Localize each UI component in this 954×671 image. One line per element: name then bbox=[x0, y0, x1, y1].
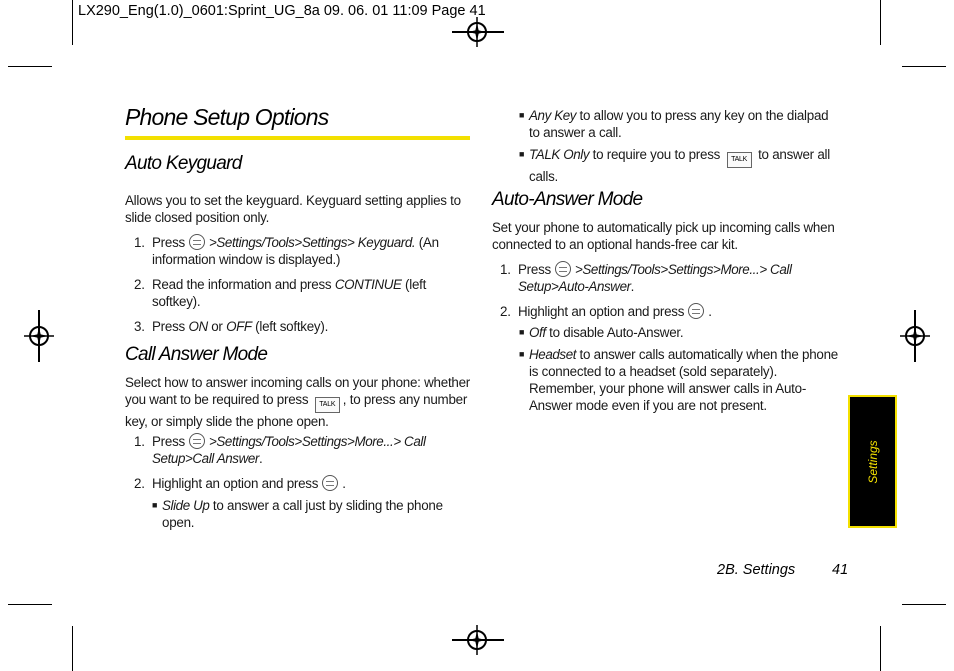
menu-ok-key-icon bbox=[322, 475, 338, 491]
bullet-text: to disable Auto-Answer. bbox=[545, 325, 684, 340]
menu-path: >Settings/Tools>Settings>More...> Call Setup>Auto-Answer bbox=[518, 262, 792, 294]
step-text: Press bbox=[518, 262, 551, 277]
auto-keyguard-intro: Allows you to set the keyguard. Keyguard setting applies to slide closed position only. bbox=[125, 193, 461, 225]
option-label: Headset bbox=[529, 347, 577, 362]
page-title: Phone Setup Options bbox=[125, 104, 329, 130]
step-text: (left softkey). bbox=[251, 319, 329, 334]
bullet-square-icon: ■ bbox=[519, 327, 525, 337]
bullet-talk-only bbox=[519, 146, 839, 185]
menu-path: >Settings/Tools>Settings>More...> Call Setup>Call Answer bbox=[152, 434, 426, 466]
crop-mark bbox=[8, 66, 52, 67]
registration-mark-icon bbox=[462, 17, 492, 47]
option-label: TALK Only bbox=[529, 147, 590, 162]
intro-text: , to press any number key, or simply slide the phone open. bbox=[125, 392, 468, 429]
call-answer-step-2 bbox=[134, 475, 471, 492]
step-number: 1. bbox=[134, 434, 145, 449]
registration-mark-icon bbox=[900, 321, 930, 351]
crop-mark bbox=[880, 0, 881, 45]
step-text: . bbox=[258, 451, 263, 466]
auto-answer-step-1 bbox=[500, 261, 840, 295]
step-number: 1. bbox=[500, 262, 511, 277]
bullet-headset bbox=[519, 346, 839, 414]
crop-mark bbox=[8, 604, 52, 605]
menu-path: >Settings/Tools>Settings> Keyguard. bbox=[208, 235, 416, 250]
step-number: 2. bbox=[500, 304, 511, 319]
bullet-off bbox=[519, 324, 839, 341]
menu-ok-key-icon bbox=[555, 261, 571, 277]
crop-mark bbox=[72, 0, 73, 45]
menu-ok-key-icon bbox=[688, 303, 704, 319]
bullet-square-icon: ■ bbox=[519, 149, 525, 159]
crop-mark bbox=[902, 66, 946, 67]
call-answer-intro bbox=[125, 374, 471, 430]
intro-text: Select how to answer incoming calls on your phone: whether you want to be required to press bbox=[125, 375, 471, 407]
talk-key-icon: TALK bbox=[727, 152, 752, 168]
option-label: Slide Up bbox=[162, 498, 210, 513]
bullet-text: to answer a call just by sliding the phone open. bbox=[162, 498, 443, 530]
crop-mark bbox=[902, 604, 946, 605]
bullet-slide-up bbox=[152, 497, 470, 531]
keyguard-step-3 bbox=[134, 318, 471, 335]
keyguard-step-1 bbox=[134, 234, 471, 268]
step-text: (An information window is displayed.) bbox=[152, 235, 439, 267]
step-text: . bbox=[708, 304, 712, 319]
auto-answer-intro: Set your phone to automatically pick up incoming calls when connected to an optional hands-free car kit. bbox=[492, 220, 835, 252]
talk-key-icon: TALK bbox=[315, 397, 340, 413]
title-underline bbox=[125, 136, 470, 140]
auto-answer-step-2 bbox=[500, 303, 840, 320]
step-text: . bbox=[630, 279, 635, 294]
step-text: Highlight an option and press bbox=[152, 476, 319, 491]
crop-mark bbox=[72, 626, 73, 671]
softkey-label: CONTINUE bbox=[334, 277, 402, 292]
step-text: Read the information and press bbox=[152, 277, 335, 292]
bullet-square-icon: ■ bbox=[152, 500, 158, 510]
bullet-square-icon: ■ bbox=[519, 349, 525, 359]
option-label: Off bbox=[529, 325, 546, 340]
step-text: Press bbox=[152, 235, 185, 250]
step-text: (left softkey). bbox=[152, 277, 427, 309]
bullet-text: to allow you to press any key on the dialpad to answer a call. bbox=[529, 108, 829, 140]
menu-ok-key-icon bbox=[189, 234, 205, 250]
option-off: OFF bbox=[226, 319, 252, 334]
bullet-text: to require you to press bbox=[589, 147, 721, 162]
bullet-square-icon: ■ bbox=[519, 110, 525, 120]
section-side-tab bbox=[848, 395, 897, 528]
option-label: Any Key bbox=[529, 108, 577, 123]
step-text: or bbox=[207, 319, 227, 334]
bullet-text: to answer calls automatically when the phone is connected to a headset (sold separately). Remember, your phone will answer calls in Auto-Answer mode even if you are not present. bbox=[529, 347, 839, 413]
auto-answer-heading: Auto-Answer Mode bbox=[492, 189, 643, 210]
auto-keyguard-heading: Auto Keyguard bbox=[125, 153, 242, 174]
step-text: . bbox=[342, 476, 346, 491]
menu-ok-key-icon bbox=[189, 433, 205, 449]
registration-mark-icon bbox=[462, 625, 492, 655]
step-number: 2. bbox=[134, 277, 145, 292]
step-number: 1. bbox=[134, 235, 145, 250]
registration-mark-icon bbox=[24, 321, 54, 351]
page-number: 41 bbox=[832, 562, 849, 578]
side-tab-label: Settings bbox=[865, 439, 880, 484]
print-header: LX290_Eng(1.0)_0601:Sprint_UG_8a 09. 06. 01 11:09 Page 41 bbox=[78, 3, 486, 19]
option-on: ON bbox=[188, 319, 208, 334]
bullet-text: to answer all calls. bbox=[529, 147, 831, 184]
keyguard-step-2 bbox=[134, 276, 471, 310]
step-text: Highlight an option and press bbox=[518, 304, 685, 319]
call-answer-step-1 bbox=[134, 433, 471, 467]
step-number: 3. bbox=[134, 319, 145, 334]
step-text: Press bbox=[152, 319, 189, 334]
crop-mark bbox=[880, 626, 881, 671]
bullet-any-key bbox=[519, 107, 839, 141]
call-answer-heading: Call Answer Mode bbox=[125, 344, 268, 365]
footer-section: 2B. Settings bbox=[717, 562, 796, 578]
step-text: Press bbox=[152, 434, 185, 449]
step-number: 2. bbox=[134, 476, 145, 491]
